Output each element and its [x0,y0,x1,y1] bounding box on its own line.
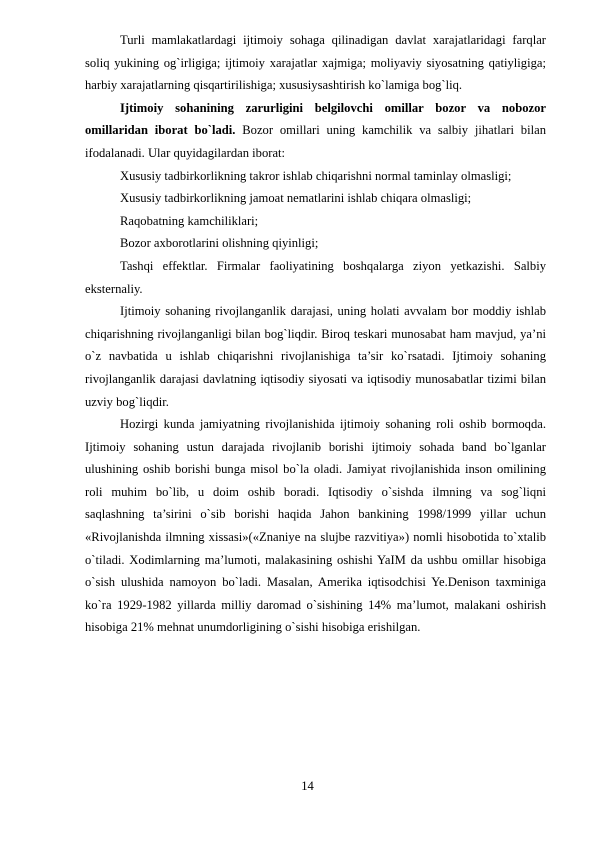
list-item-market-information: Bozor axborotlarini olishning qiyinligi; [120,236,319,251]
list-item-public-goods: Xususiy tadbirkorlikning jamoat nematlarini ishlab chiqara olmasligi; [120,191,472,206]
paragraph-spending-differences: Turli mamlakatlardagi ijtimoiy sohaga qilinadigan davlat xarajatlaridagi farqlar soliq yukining og`irligiga; ijtimoiy xarajatlar xajmiga; moliyaviy siyosatning qatiyligiga; harbiy xarajatlarning qisqartirilishiga; xususiysashtirish ko`lamiga bog`liq. [85,33,546,93]
paragraph-development-level: Ijtimoiy sohaning rivojlanganlik darajasi, uning holati avvalam bor moddiy ishlab chiqarishning rivojlanganligi bilan bog`liqdir. Biroq teskari munosabat ham mavjud, ya’ni o`z navbatida u ishlab chiqarishni rivojlanishiga ta’sir ko`rsatadi. Ijtimoiy sohaning rivojlanganlik darajasi davlatning iqtisodiy siyosati va iqtisodiy munosabatlar tizimi bilan uzviy bog`liqdir. [85,304,546,409]
page-number: 14 [301,779,314,793]
paragraph-social-sphere-role: Hozirgi kunda jamiyatning rivojlanishida ijtimoiy sohaning roli oshib bormoqda. Ijtimoiy sohaning ustun darajada rivojlanib borishi ijtimoiy sohada band bo`lganlar ulushining oshib borishi bunga misol bo`la oladi. Jamiyat rivojlanishida inson omilining roli muhim bo`lib, u doim oshib boradi. Iqtisodiy o`sishda ilmning va sog`liqni saqlashning ta’sirini o`sib borishi haqida Jahon bankining 1998/1999 yillar uchun «Rivojlanishda ilmning xissasi»(«Znaniye na slujbe razvitiya») nomli hisobotida to`xtalib o`tiladi. Xodimlarning ma’lumoti, malakasining oshishi YaIM da ushbu omillar hisobiga o`sish ulushida namoyon bo`ladi. Masalan, Amerika iqtisodchisi Ye.Denison taxminiga ko`ra 1929-1982 yillarda milliy daromad o`sishining 14% ma’lumot, malakani oshirish hisobiga 21% mehnat unumdorligining o`sishi hisobiga erishilgan. [85,417,546,635]
list-item-external-effects: Tashqi effektlar. Firmalar faoliyatining boshqalarga ziyon yetkazishi. Salbiy eksternaliy. [85,258,546,296]
paragraph-factors-intro-text: Bozor omillari uning kamchilik va salbiy jihatlari bilan ifodalanadi. Ular quyidagilardan iborat: [85,123,546,160]
list-item-competition-flaws: Raqobatning kamchiliklari; [120,213,259,228]
paragraph-factors-intro [85,97,546,165]
bold-heading-text: Ijtimoiy sohanining zarurligini belgilovchi omillar bozor va nobozor omillaridan iborat bo`ladi. [85,100,546,138]
document-page [85,29,546,639]
list-item-private-reproduction: Xususiy tadbirkorlikning takror ishlab chiqarishni normal taminlay olmasligi; [120,168,512,183]
